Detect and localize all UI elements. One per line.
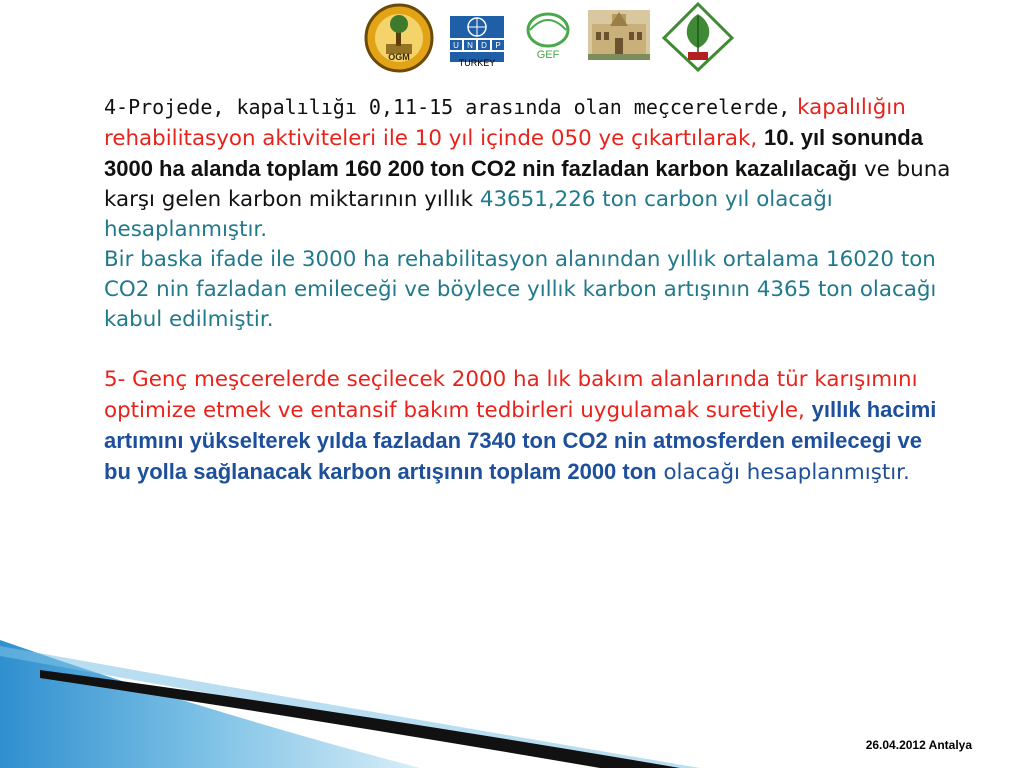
footer-date: 26.04.2012 Antalya — [865, 738, 972, 752]
paragraph-summary: Bir baska ifade ile 3000 ha rehabilitasyon alanından yıllık ortalama 16020 ton CO2 nin fazladan emileceği ve böylece yıllık karbon artışının 4365 ton olacağı kabul edilmiştir. — [104, 247, 937, 332]
svg-text:N: N — [467, 41, 473, 50]
paragraph1-bold: 10. yıl sonunda 3000 ha alanda toplam 160 200 ton CO2 nin fazladan karbon kazalılacağı — [104, 125, 923, 181]
ogm-emblem-icon — [364, 2, 434, 74]
leaf-emblem-icon — [662, 2, 734, 72]
svg-text:U: U — [453, 41, 459, 50]
paragraph1-red: kapalılığın rehabilitasyon aktiviteleri ile 10 yıl içinde 050 ye çıkartılarak, — [104, 95, 906, 151]
paragraph-project-5 — [104, 365, 954, 488]
slide-body — [104, 92, 954, 488]
paragraph-project-4 — [104, 92, 954, 245]
paragraph1-tail: ve buna karşı gelen karbon miktarının yıllık — [104, 157, 951, 212]
gef-logo-icon — [520, 6, 576, 64]
paragraph1-value: 43651,226 ton carbon yıl — [479, 187, 750, 212]
university-building-icon — [588, 10, 650, 60]
svg-text:OGM: OGM — [388, 52, 410, 62]
svg-text:P: P — [495, 41, 501, 50]
paragraph3-red: 5- Genç meşcerelerde seçilecek 2000 ha lık bakım alanlarında tür karışımını optimize etmek ve entansif bakım tedbirleri uygulamak suretiyle, — [104, 367, 918, 423]
svg-text:GEF: GEF — [536, 49, 560, 61]
paragraph3-bold: yıllık hacimi artımını yükselterek yılda fazladan 7340 ton CO2 nin atmosferden emilecegi ve bu yolla sağlanacak karbon artışının toplam 2000 ton — [104, 397, 937, 484]
undp-caption: TURKEY — [458, 58, 496, 68]
paragraph3-tail: olacağı hesaplanmıştır. — [663, 460, 910, 485]
paragraph-gap — [104, 335, 954, 365]
svg-text:D: D — [481, 41, 487, 50]
header-logos — [360, 0, 750, 80]
paragraph1-intro: 4-Projede, kapalılığı 0,11-15 arasında olan meçcerelerde, — [104, 95, 791, 119]
paragraph1-end: olacağı hesaplanmıştır. — [104, 187, 833, 242]
